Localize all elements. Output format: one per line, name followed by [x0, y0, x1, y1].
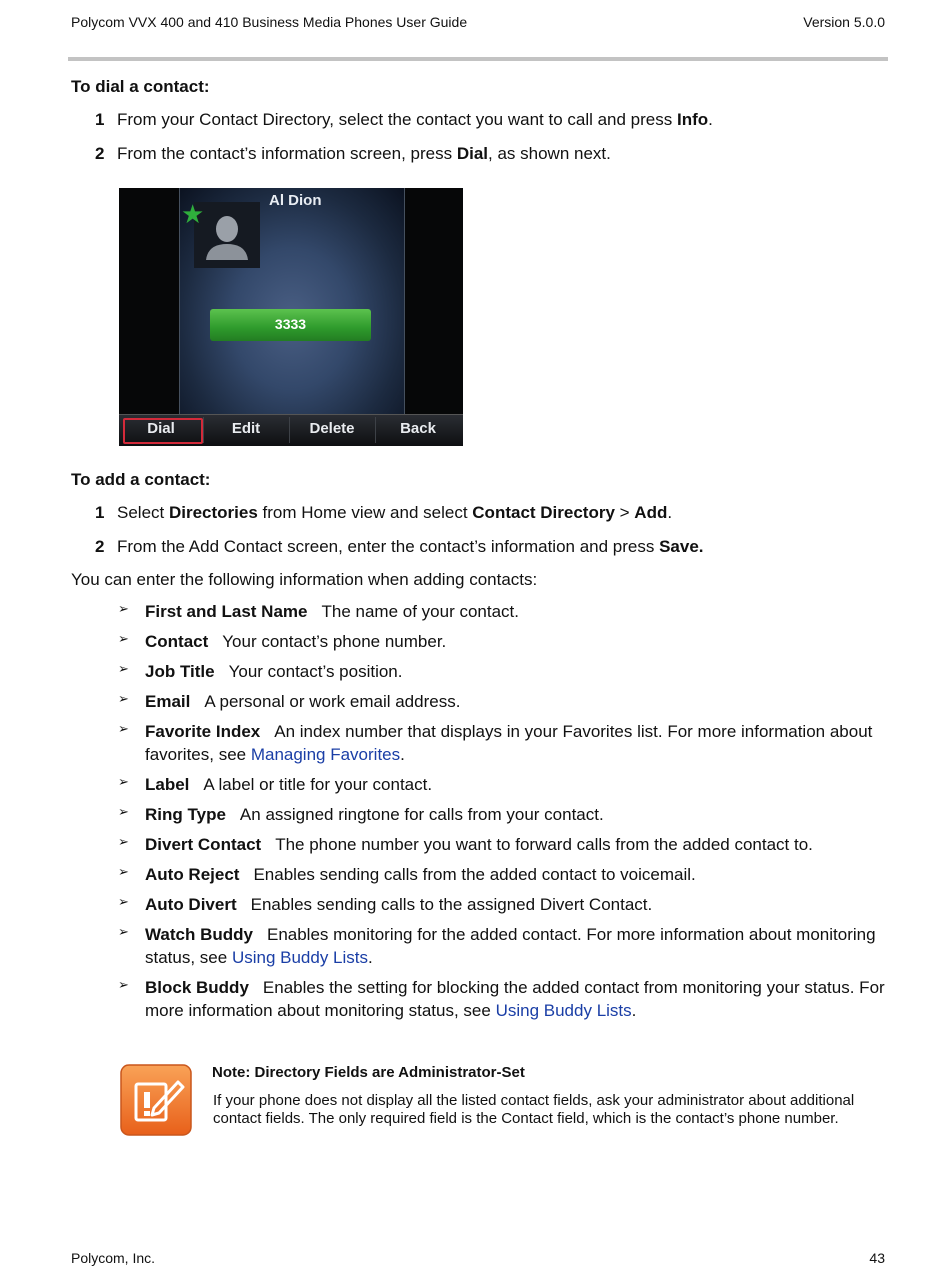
- dial-heading: To dial a contact:: [71, 77, 210, 96]
- step-bold: Dial: [456, 144, 489, 163]
- header-title: Polycom VVX 400 and 410 Business Media Phones User Guide: [71, 14, 468, 30]
- note-title: Note: Directory Fields are Administrator-Set: [212, 1064, 525, 1081]
- step-text: Select: [117, 503, 169, 522]
- softkey-edit[interactable]: Edit: [231, 420, 261, 437]
- using-buddy-lists-link[interactable]: Using Buddy Lists: [231, 948, 369, 967]
- field-desc-end: .: [400, 745, 405, 764]
- field-desc: A personal or work email address.: [204, 692, 461, 711]
- header-rule: [68, 57, 888, 61]
- fields-intro: You can enter the following information when adding contacts:: [71, 570, 538, 589]
- step-text: From the contact’s information screen, press: [117, 144, 457, 163]
- screen-side-panel-left: [119, 188, 179, 414]
- managing-favorites-link[interactable]: Managing Favorites: [250, 745, 401, 764]
- field-term: Contact: [145, 632, 209, 651]
- step-bold: Add: [634, 503, 668, 522]
- step-text: >: [614, 503, 635, 522]
- step-number: 1: [95, 503, 105, 522]
- contact-number-button[interactable]: 3333: [210, 309, 371, 341]
- screen-side-panel-right: [403, 188, 463, 414]
- field-term: First and Last Name: [145, 602, 308, 621]
- step-bold: Contact Directory: [472, 503, 615, 522]
- arrow-bullet-icon: ➢: [118, 977, 129, 992]
- footer-company: Polycom, Inc.: [71, 1250, 156, 1266]
- field-desc: Enables monitoring for the added contact. For more information about monitoring status, see: [145, 925, 876, 967]
- step-text-end: .: [708, 110, 713, 129]
- star-icon: ★: [181, 199, 205, 229]
- step-bold: Info: [676, 110, 709, 129]
- field-desc: The phone number you want to forward calls from the added contact to.: [275, 835, 813, 854]
- arrow-bullet-icon: ➢: [118, 924, 129, 939]
- dial-step-2: [95, 144, 611, 164]
- field-desc-end: .: [368, 948, 373, 967]
- field-desc: A label or title for your contact.: [203, 775, 433, 794]
- step-bold: Save.: [659, 537, 704, 556]
- softkey-selected-outline: [123, 418, 203, 444]
- field-desc: Your contact’s phone number.: [222, 632, 447, 651]
- add-step-2: [95, 537, 704, 557]
- note-body: If your phone does not display all the listed contact fields, ask your administrator about additional contact fields. The only required field is the Contact field, which is the contact’s phone number.: [213, 1092, 855, 1127]
- step-text-end: .: [667, 503, 673, 522]
- arrow-bullet-icon: ➢: [118, 774, 129, 789]
- arrow-bullet-icon: ➢: [118, 631, 129, 646]
- field-term: Watch Buddy: [145, 925, 253, 944]
- field-desc: Your contact’s position.: [228, 662, 403, 681]
- step-bold: Directories: [168, 503, 258, 522]
- step-text-end: , as shown next.: [488, 144, 611, 163]
- field-desc: An assigned ringtone for calls from your contact.: [239, 805, 604, 824]
- field-term: Auto Divert: [145, 895, 237, 914]
- field-desc: Enables sending calls to the assigned Divert Contact.: [250, 895, 653, 914]
- field-desc: The name of your contact.: [321, 602, 519, 621]
- arrow-bullet-icon: ➢: [118, 661, 129, 676]
- field-term: Favorite Index: [145, 722, 261, 741]
- field-term: Divert Contact: [145, 835, 262, 854]
- using-buddy-lists-link[interactable]: Using Buddy Lists: [495, 1001, 632, 1020]
- arrow-bullet-icon: ➢: [118, 894, 129, 909]
- step-text: from Home view and select: [257, 503, 473, 522]
- field-term: Email: [145, 692, 191, 711]
- softkey-delete[interactable]: Delete: [309, 420, 355, 437]
- field-term: Label: [145, 775, 190, 794]
- field-desc: Enables sending calls from the added contact to voicemail.: [253, 865, 696, 884]
- step-text: From your Contact Directory, select the contact you want to call and press: [117, 110, 677, 129]
- add-heading: To add a contact:: [71, 470, 211, 489]
- step-number: 2: [95, 144, 105, 163]
- arrow-bullet-icon: ➢: [118, 834, 129, 849]
- step-text: From the Add Contact screen, enter the contact’s information and press: [117, 537, 660, 556]
- dial-step-1: [95, 110, 713, 130]
- field-desc-end: .: [631, 1001, 637, 1020]
- arrow-bullet-icon: ➢: [118, 804, 129, 819]
- note-icon: [120, 1064, 192, 1136]
- add-step-1: [95, 503, 672, 523]
- field-term: Auto Reject: [145, 865, 240, 884]
- field-desc: An index number that displays in your Favorites list. For more information about favorites, see: [145, 722, 873, 764]
- page-number: 43: [869, 1250, 885, 1266]
- phone-screenshot: [119, 188, 463, 446]
- arrow-bullet-icon: ➢: [118, 864, 129, 879]
- field-term: Block Buddy: [145, 978, 249, 997]
- softkey-back[interactable]: Back: [400, 420, 436, 437]
- contact-name: Al Dion: [269, 192, 322, 209]
- arrow-bullet-icon: ➢: [118, 691, 129, 706]
- arrow-bullet-icon: ➢: [118, 721, 129, 736]
- step-number: 2: [95, 537, 105, 556]
- arrow-bullet-icon: ➢: [118, 601, 129, 616]
- field-term: Ring Type: [145, 805, 226, 824]
- softkey-dial[interactable]: Dial: [147, 420, 175, 437]
- step-number: 1: [95, 110, 105, 129]
- field-term: Job Title: [145, 662, 215, 681]
- header-version: Version 5.0.0: [803, 14, 885, 30]
- field-desc: Enables the setting for blocking the added contact from monitoring your status. For more information about monitoring status, see: [145, 978, 885, 1020]
